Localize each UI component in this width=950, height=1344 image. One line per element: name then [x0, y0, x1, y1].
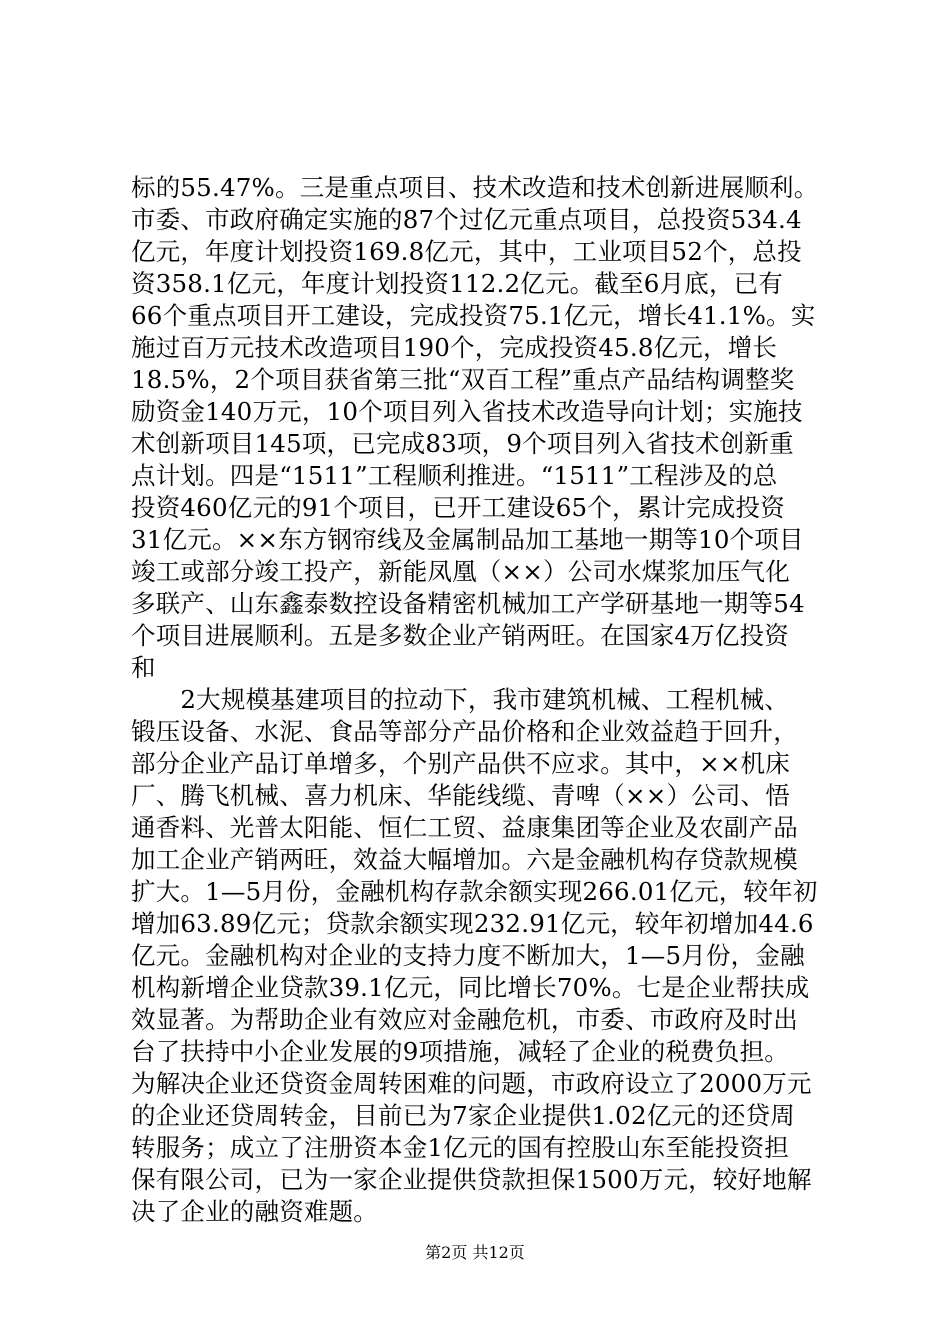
- page-footer: 第2页 共12页: [425, 1243, 525, 1262]
- text-line: 亿元，年度计划投资169.8亿元，其中，工业项目52个，总投: [131, 237, 802, 266]
- text-line: 决了企业的融资难题。: [131, 1197, 378, 1226]
- text-line: 施过百万元技术改造项目190个，完成投资45.8亿元，增长: [131, 333, 778, 362]
- text-line: 标的55.47%。三是重点项目、技术改造和技术创新进展顺利。: [131, 173, 819, 202]
- text-line: 扩大。1—5月份，金融机构存款余额实现266.01亿元，较年初: [131, 877, 818, 906]
- text-line: 励资金140万元，10个项目列入省技术改造导向计划；实施技: [131, 397, 803, 426]
- text-line: 转服务；成立了注册资本金1亿元的国有控股山东至能投资担: [131, 1133, 789, 1162]
- text-line: 投资460亿元的91个项目，已开工建设65个，累计完成投资: [131, 493, 785, 522]
- text-line: 点计划。四是“1511”工程顺利推进。“1511”工程涉及的总: [131, 461, 778, 490]
- text-line: 18.5%，2个项目获省第三批“双百工程”重点产品结构调整奖: [131, 365, 795, 394]
- text-line: 个项目进展顺利。五是多数企业产销两旺。在国家4万亿投资: [131, 621, 789, 650]
- text-line: 为解决企业还贷资金周转困难的问题，市政府设立了2000万元: [131, 1069, 812, 1098]
- text-line: 保有限公司，已为一家企业提供贷款担保1500万元，较好地解: [131, 1165, 812, 1194]
- text-line: 多联产、山东鑫泰数控设备精密机械加工产学研基地一期等54: [131, 589, 805, 618]
- text-line: 通香料、光普太阳能、恒仁工贸、益康集团等企业及农副产品: [131, 813, 798, 842]
- text-line: 台了扶持中小企业发展的9项措施，减轻了企业的税费负担。: [131, 1037, 789, 1066]
- text-line: 效显著。为帮助企业有效应对金融危机，市委、市政府及时出: [131, 1005, 798, 1034]
- text-line: 加工企业产销两旺，效益大幅增加。六是金融机构存贷款规模: [131, 845, 798, 874]
- text-line: 资358.1亿元，年度计划投资112.2亿元。截至6月底，已有: [131, 269, 784, 298]
- text-line: 2大规模基建项目的拉动下，我市建筑机械、工程机械、: [131, 685, 789, 714]
- text-line: 亿元。金融机构对企业的支持力度不断加大，1—5月份，金融: [131, 941, 805, 970]
- text-line: 竣工或部分竣工投产，新能凤凰（××）公司水煤浆加压气化: [131, 557, 790, 586]
- text-line: 锻压设备、水泥、食品等部分产品价格和企业效益趋于回升，: [131, 717, 798, 746]
- text-line: 和: [131, 653, 156, 682]
- text-line: 机构新增企业贷款39.1亿元，同比增长70%。七是企业帮扶成: [131, 973, 810, 1002]
- text-line: 31亿元。××东方钢帘线及金属制品加工基地一期等10个项目: [131, 525, 804, 554]
- text-line: 术创新项目145项，已完成83项，9个项目列入省技术创新重: [131, 429, 794, 458]
- text-line: 部分企业产品订单增多，个别产品供不应求。其中，××机床: [131, 749, 790, 778]
- text-line: 厂、腾飞机械、喜力机床、华能线缆、青啤（××）公司、悟: [131, 781, 790, 810]
- text-line: 的企业还贷周转金，目前已为7家企业提供1.02亿元的还贷周: [131, 1101, 795, 1130]
- text-line: 市委、市政府确定实施的87个过亿元重点项目，总投资534.4: [131, 205, 802, 234]
- text-line: 增加63.89亿元；贷款余额实现232.91亿元，较年初增加44.6: [131, 909, 814, 938]
- text-line: 66个重点项目开工建设，完成投资75.1亿元，增长41.1%。实: [131, 301, 816, 330]
